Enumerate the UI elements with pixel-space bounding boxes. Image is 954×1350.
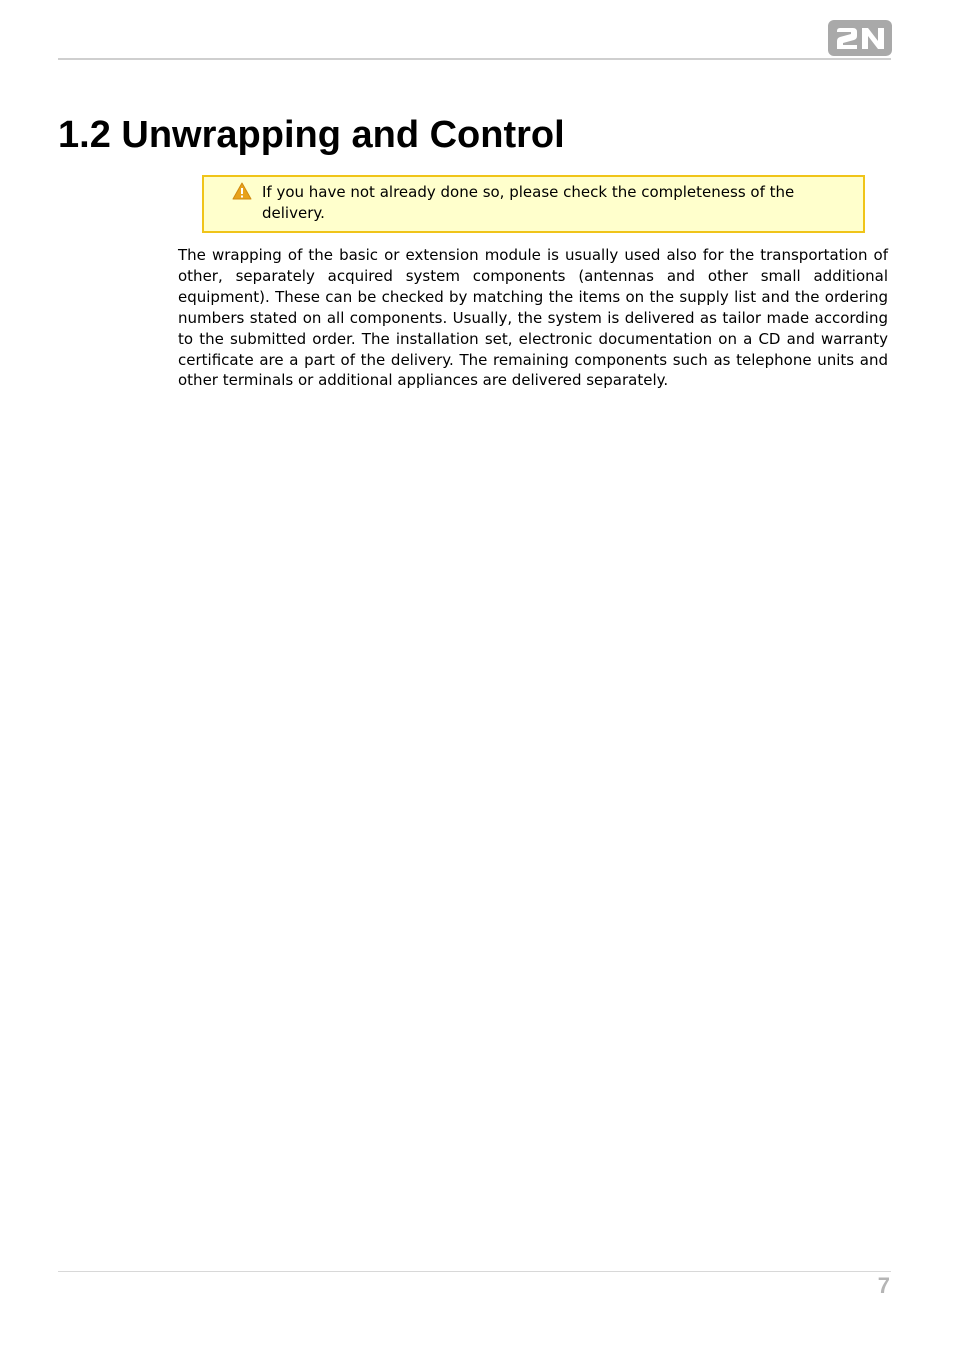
warning-triangle-icon xyxy=(232,182,252,200)
brand-logo-2n xyxy=(828,20,892,56)
warning-text: If you have not already done so, please check the completeness of the delivery. xyxy=(262,183,795,222)
page-title: 1.2 Unwrapping and Control xyxy=(58,114,565,156)
body-paragraph: The wrapping of the basic or extension module is usually used also for the transportation of other, separately acquired system components (antennas and other small additional equipment). These can be checked by matching the items on the supply list and the ordering numbers stated on all components. Usually, the system is delivered as tailor made according to the submitted order. The installation set, electronic documentation on a CD and warranty certificate are a part of the delivery. The remaining components such as telephone units and other terminals or additional appliances are delivered separately. xyxy=(178,246,888,390)
page-number: 7 xyxy=(877,1273,890,1298)
header-divider xyxy=(58,58,891,60)
warning-callout xyxy=(202,175,865,233)
footer-divider xyxy=(58,1271,891,1272)
